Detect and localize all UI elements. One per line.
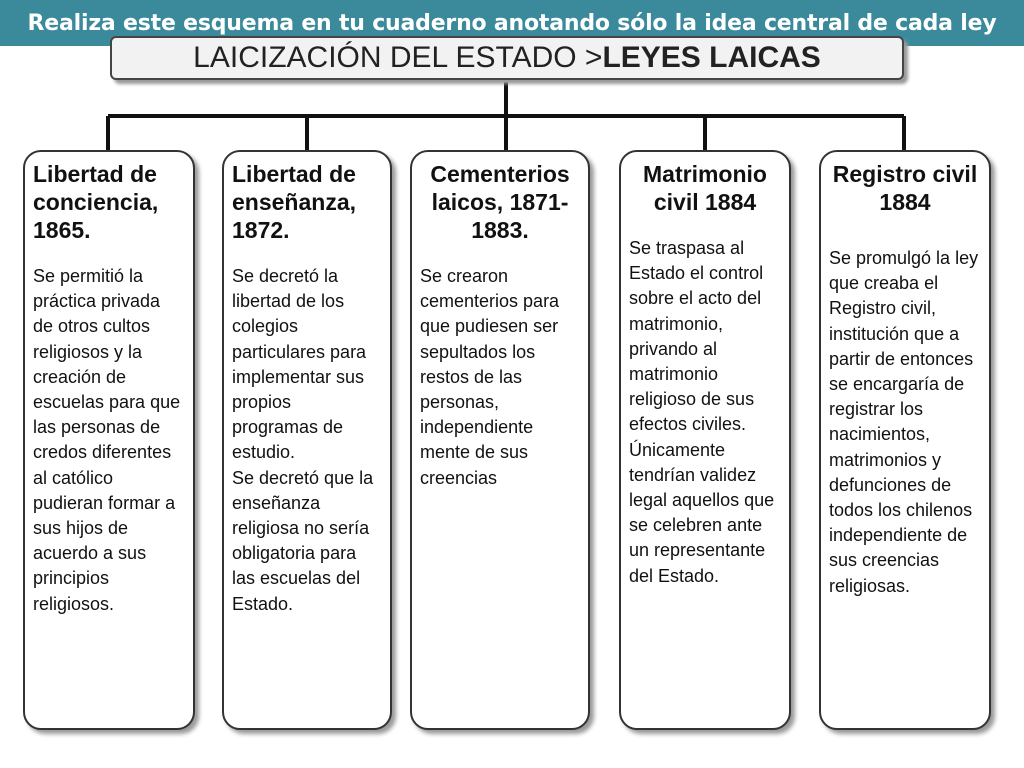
title-part-2: LEYES LAICAS [602,41,821,74]
title-part-1: LAICIZACIÓN DEL ESTADO > [193,41,603,74]
law-description: Se traspasa al Estado el control sobre el acto del matrimonio, privando al matrimonio religioso de sus efectos civiles. Únicamente tendrían validez legal aquellos que se celebren ante un representante del Estado. [629,238,775,586]
law-heading: Libertad de enseñanza, 1872. [232,161,356,243]
diagram-title [110,36,904,80]
law-heading: Cementerios laicos, 1871-1883. [430,161,570,243]
law-heading: Matrimonio civil 1884 [643,161,767,215]
law-card-libertad-ensenanza [222,150,392,730]
law-card-libertad-conciencia [23,150,195,730]
law-heading: Libertad de conciencia, 1865. [33,161,159,243]
law-description: Se crearon cementerios para que pudiesen ser sepultados los restos de las personas, independiente mente de sus creencias [420,266,560,488]
law-card-cementerios-laicos [410,150,590,730]
law-description: Se permitió la práctica privada de otros cultos religiosos y la creación de escuelas para que las personas de credos diferentes al católico pudieran formar a sus hijos de acuerdo a sus principios religiosos. [33,266,181,614]
law-card-registro-civil [819,150,991,730]
law-heading: Registro civil 1884 [832,161,978,215]
law-card-matrimonio-civil [619,150,791,730]
law-description: Se decretó la libertad de los colegios particulares para implementar sus propios programas de estudio. Se decretó que la enseñanza religiosa no sería obligatoria para las escuelas del Estado. [232,266,374,614]
instruction-text: Realiza este esquema en tu cuaderno anotando sólo la idea central de cada ley [27,10,997,36]
law-description: Se promulgó la ley que creaba el Registro civil, institución que a partir de entonces se encargaría de registrar los nacimientos, matrimonios y defunciones de todos los chilenos independiente de sus creencias religiosas. [829,248,979,596]
